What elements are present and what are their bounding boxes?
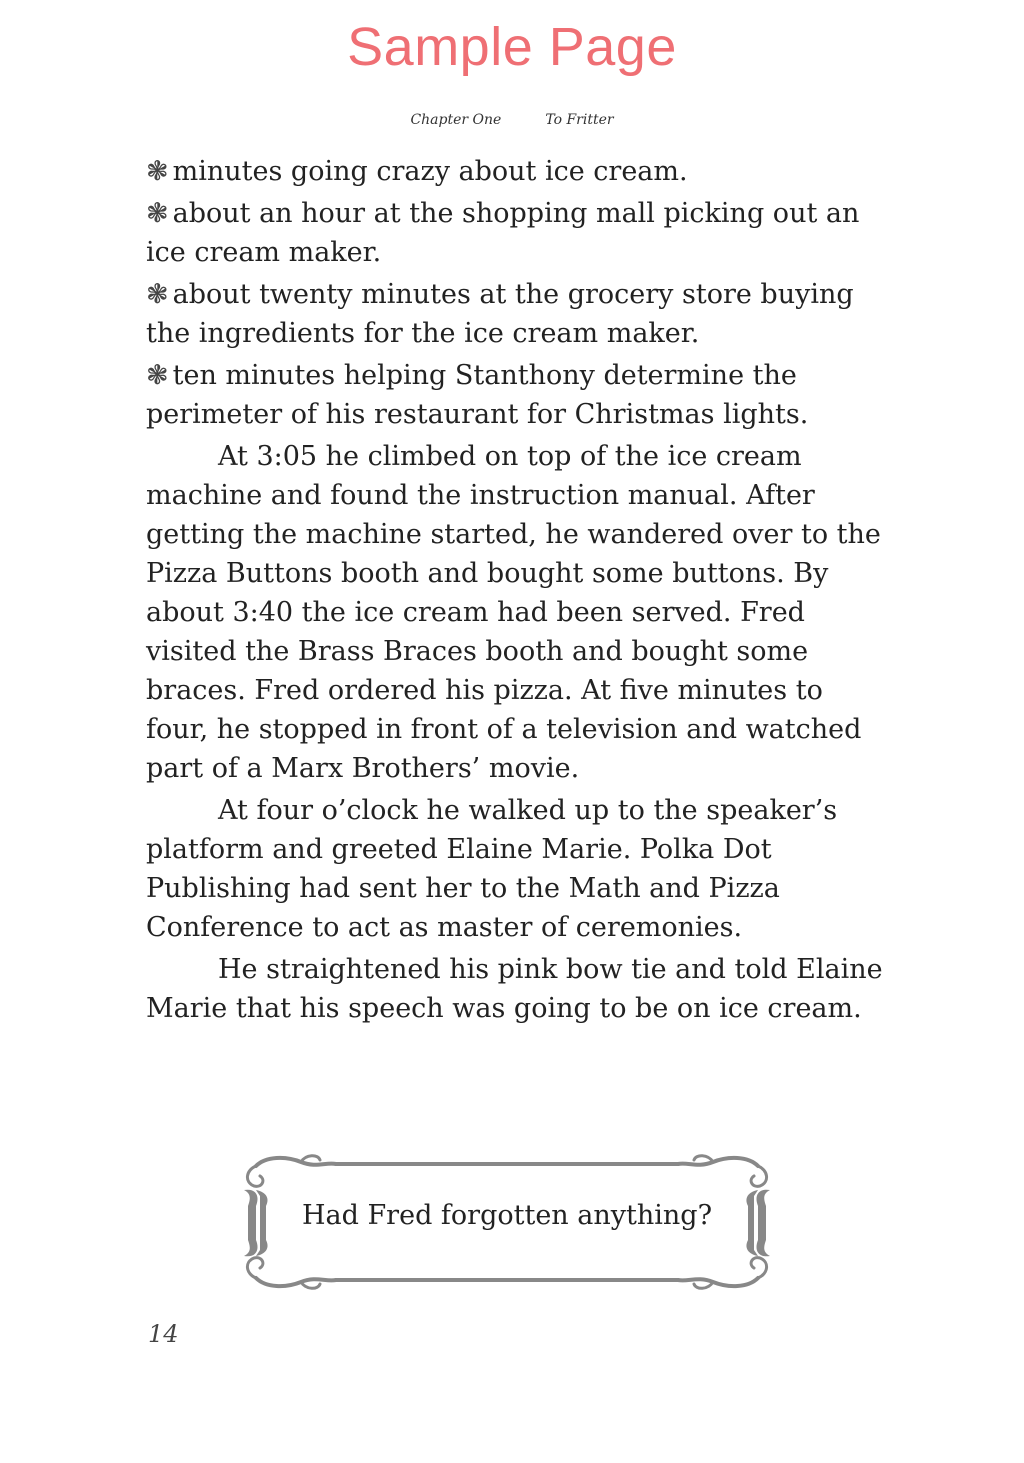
list-item (146, 356, 886, 434)
paragraph: He straightened his pink bow tie and told Elaine Marie that his speech was going to be on ice cream. (146, 954, 883, 1024)
running-head (0, 112, 1024, 128)
page-number: 14 (148, 1320, 179, 1348)
flower-bullet-icon: ❃ (146, 360, 169, 391)
list-item-text: about twenty minutes at the grocery store buying the ingredients for the ice cream maker. (146, 279, 854, 349)
chapter-title: To Fritter (545, 112, 614, 128)
chapter-label: Chapter One (410, 112, 502, 128)
list-item-text: minutes going crazy about ice cream. (172, 156, 688, 187)
flower-bullet-icon: ❃ (146, 156, 169, 187)
list-item (146, 275, 886, 353)
list-item-text: ten minutes helping Stanthony determine the perimeter of his restaurant for Christmas lights. (146, 360, 809, 430)
paragraph: At four o’clock he walked up to the speaker’s platform and greeted Elaine Marie. Polka Dot Publishing had sent her to the Math and Pizza Conference to act as master of ceremonies. (146, 795, 838, 943)
scroll-callout (226, 1150, 788, 1294)
body-text (146, 152, 886, 1031)
callout-question: Had Fred forgotten anything? (301, 1200, 713, 1231)
list-item (146, 152, 886, 191)
list-item-text: about an hour at the shopping mall picking out an ice cream maker. (146, 198, 860, 268)
sample-page-watermark: Sample Page (347, 17, 677, 77)
list-item (146, 194, 886, 272)
flower-bullet-icon: ❃ (146, 279, 169, 310)
flower-bullet-icon: ❃ (146, 198, 169, 229)
paragraph: At 3:05 he climbed on top of the ice cream machine and found the instruction manual. After getting the machine started, he wandered over to the Pizza Buttons booth and bought some buttons. By about 3:40 the ice cream had been served. Fred visited the Brass Braces booth and bought some braces. Fred ordered his pizza. At five minutes to four, he stopped in front of a television and watched part of a Marx Brothers’ movie. (146, 441, 881, 784)
